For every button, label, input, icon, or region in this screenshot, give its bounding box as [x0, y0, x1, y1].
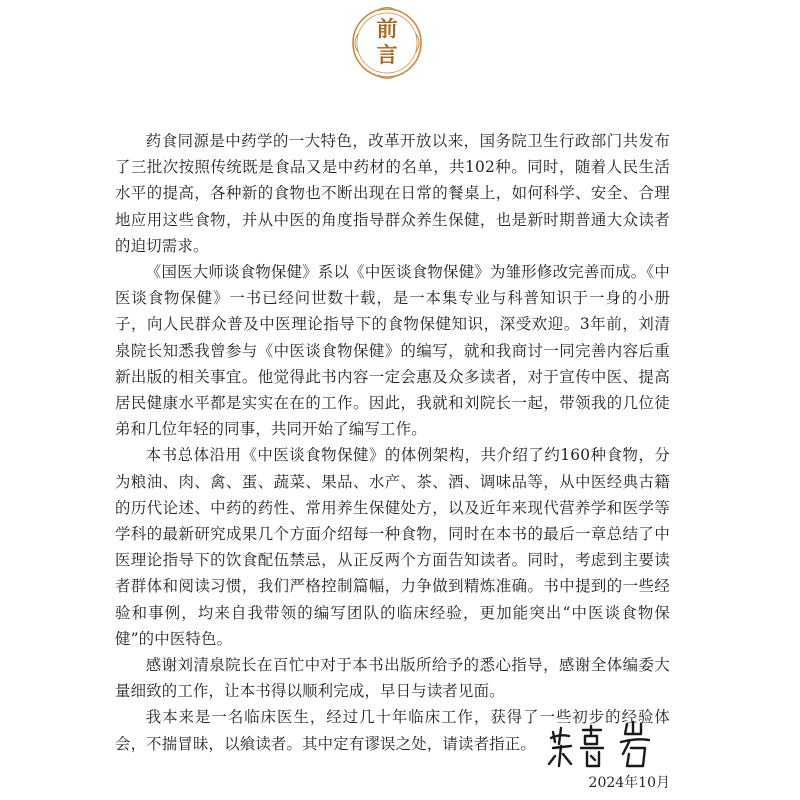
- paragraph-5: 我本来是一名临床医生，经过几十年临床工作，获得了一些初步的经验体会，不揣冒昧，以飨读者。其中定有谬误之处，请读者指正。: [115, 708, 670, 753]
- paragraph-2: 《国医大师谈食物保健》系以《中医谈食物保健》为雏形修改完善而成。《中医谈食物保健》一书已经问世数十载，是一本集专业与科普知识于一身的小册子，向人民群众普及中医理论指导下的食物保健知识，深受欢迎。3年前，刘清泉院长知悉我曾参与《中医谈食物保健》的编写，就和我商讨一同完善内容后重新出版的相关事宜。他觉得此书内容一定会惠及众多读者，对于宣传中医、提高居民健康水平都是实实在在的工作。因此，我就和刘院长一起，带领我的几位徒弟和几位年轻的同事，共同开始了编写工作。: [115, 263, 670, 439]
- preface-body: [115, 128, 670, 757]
- author-signature: [545, 718, 675, 774]
- signature-date: 2024年10月: [588, 775, 670, 791]
- page-title-line-2: 言: [376, 42, 398, 67]
- paragraph-4: 感谢刘清泉院长在百忙中对于本书出版所给予的悉心指导，感谢全体编委大量细致的工作，让本书得以顺利完成，早日与读者见面。: [115, 656, 670, 701]
- page-title-line-1: 前: [376, 16, 398, 41]
- preface-seal: [348, 4, 426, 82]
- handwritten-signature-icon: [545, 718, 675, 774]
- paragraph-1: 药食同源是中药学的一大特色，改革开放以来，国务院卫生行政部门共发布了三批次按照传统既是食品又是中药材的名单，共102种。同时，随着人民生活水平的提高，各种新的食物也不断出现在日常的餐桌上，如何科学、安全、合理地应用这些食物，并从中医的角度指导群众养生保健，也是新时期普通大众读者的迫切需求。: [115, 132, 670, 255]
- page-title: [348, 16, 426, 68]
- paragraph-3: 本书总体沿用《中医谈食物保健》的体例架构，共介绍了约160种食物，分为粮油、肉、禽、蛋、蔬菜、果品、水产、茶、酒、调味品等，从中医经典古籍的历代论述、中药的药性、常用养生保健处方，以及近年来现代营养学和医学等学科的最新研究成果几个方面介绍每一种食物，同时在本书的最后一章总结了中医理论指导下的饮食配伍禁忌，从正反两个方面告知读者。同时，考虑到主要读者群体和阅读习惯，我们严格控制篇幅，力争做到精炼准确。书中提到的一些经验和事例，均来自我带领的编写团队的临床经验，更加能突出“中医谈食物保健”的中医特色。: [115, 446, 670, 648]
